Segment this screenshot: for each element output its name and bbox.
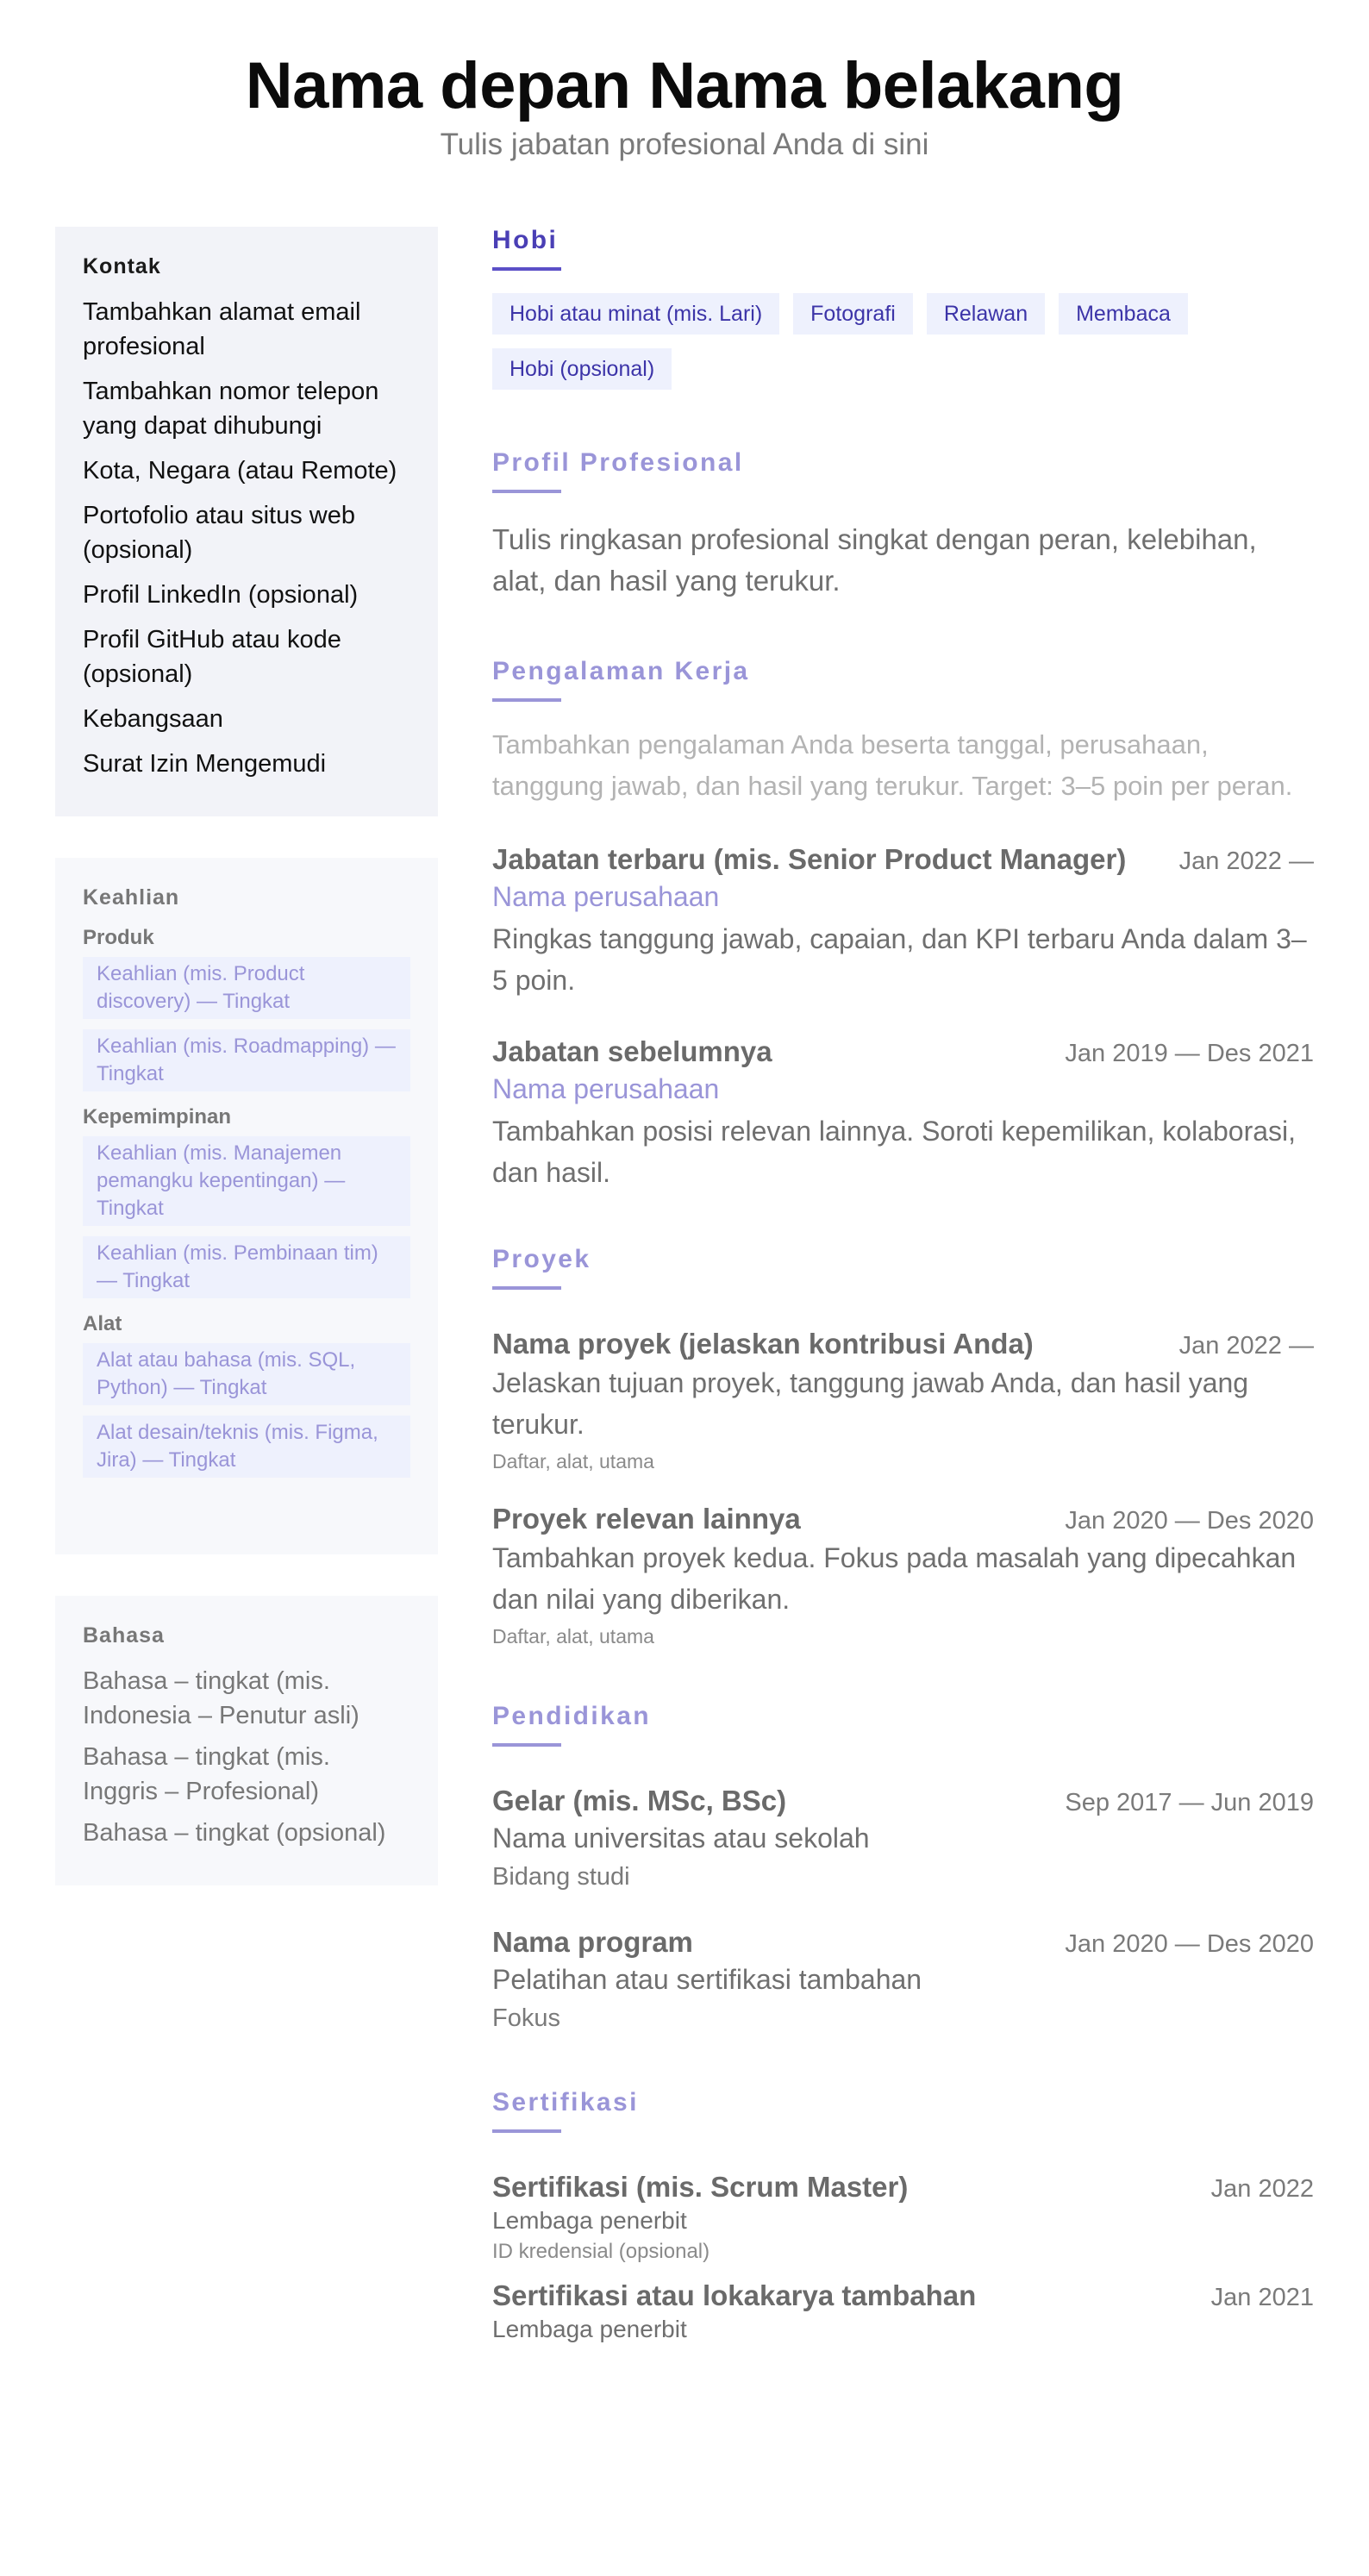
company-name: Nama perusahaan bbox=[492, 881, 720, 912]
field-of-study: Bidang studi bbox=[492, 1863, 630, 1891]
skill-chip: Keahlian (mis. Product discovery) — Tingkat bbox=[83, 957, 410, 1019]
project-name: Nama proyek (jelaskan kontribusi Anda) bbox=[492, 1328, 1034, 1360]
section-divider bbox=[492, 698, 561, 702]
education-date: Sep 2017 — Jun 2019 bbox=[1065, 1789, 1314, 1816]
skill-chip: Alat desain/teknis (mis. Figma, Jira) — Tingkat bbox=[83, 1416, 410, 1478]
sidebar bbox=[55, 227, 438, 1885]
job-date: Jan 2022 — bbox=[1178, 847, 1314, 875]
certifications-title: Sertifikasi bbox=[492, 2088, 639, 2116]
certification-entry bbox=[492, 2279, 1314, 2343]
project-description: Jelaskan tujuan proyek, tanggung jawab Anda, dan hasil yang terukur. bbox=[492, 1367, 1249, 1440]
skill-chip: Alat atau bahasa (mis. SQL, Python) — Tingkat bbox=[83, 1343, 410, 1405]
project-date: Jan 2022 — bbox=[1178, 1332, 1314, 1360]
job-role: Jabatan terbaru (mis. Senior Product Manager) bbox=[492, 843, 1127, 875]
languages-title: Bahasa bbox=[83, 1623, 165, 1648]
skill-chip: Keahlian (mis. Pembinaan tim) — Tingkat bbox=[83, 1236, 410, 1298]
hobbies-title: Hobi bbox=[492, 226, 559, 254]
job-date: Jan 2019 — Des 2021 bbox=[1065, 1040, 1314, 1067]
contact-location: Kota, Negara (atau Remote) bbox=[83, 457, 397, 485]
contact-github: Profil GitHub atau kode (opsional) bbox=[83, 626, 341, 688]
hobbies-section bbox=[492, 226, 1314, 403]
language-item: Bahasa – tingkat (mis. Inggris – Profesional) bbox=[83, 1743, 330, 1805]
main-content bbox=[492, 226, 1314, 2343]
hobby-chip: Membaca bbox=[1059, 293, 1188, 335]
languages-card bbox=[55, 1596, 438, 1885]
project-name: Proyek relevan lainnya bbox=[492, 1503, 801, 1535]
profile-summary: Tulis ringkasan profesional singkat dengan peran, kelebihan, alat, dan hasil yang terukur. bbox=[492, 523, 1257, 597]
skill-chip: Keahlian (mis. Manajemen pemangku kepentingan) — Tingkat bbox=[83, 1136, 410, 1226]
contact-title: Kontak bbox=[83, 254, 161, 278]
contact-phone: Tambahkan nomor telepon yang dapat dihubungi bbox=[83, 378, 379, 440]
language-item: Bahasa – tingkat (mis. Indonesia – Penutur asli) bbox=[83, 1667, 359, 1729]
company-name: Nama perusahaan bbox=[492, 1073, 720, 1104]
certification-entry bbox=[492, 2171, 1314, 2264]
experience-entry bbox=[492, 1035, 1314, 1193]
project-description: Tambahkan proyek kedua. Fokus pada masalah yang dipecahkan dan nilai yang diberikan. bbox=[492, 1542, 1297, 1615]
project-date: Jan 2020 — Des 2020 bbox=[1065, 1507, 1314, 1535]
contact-linkedin: Profil LinkedIn (opsional) bbox=[83, 581, 359, 609]
education-entry bbox=[492, 1926, 1314, 2033]
job-description: Ringkas tanggung jawab, capaian, dan KPI terbaru Anda dalam 3–5 poin. bbox=[492, 923, 1307, 996]
certifications-section bbox=[492, 2088, 1314, 2343]
education-entry bbox=[492, 1785, 1314, 1891]
field-of-study: Fokus bbox=[492, 2004, 560, 2032]
education-title: Pendidikan bbox=[492, 1702, 652, 1730]
skill-chip: Keahlian (mis. Roadmapping) — Tingkat bbox=[83, 1029, 410, 1091]
experience-title: Pengalaman Kerja bbox=[492, 657, 750, 685]
skill-group-product: Produk bbox=[83, 926, 154, 949]
certification-issuer: Lembaga penerbit bbox=[492, 2207, 687, 2234]
hobby-chip: Relawan bbox=[927, 293, 1045, 335]
section-divider bbox=[492, 1743, 561, 1747]
job-title: Tulis jabatan profesional Anda di sini bbox=[440, 128, 929, 161]
credential-id: ID kredensial (opsional) bbox=[492, 2240, 710, 2263]
hobby-chip: Hobi (opsional) bbox=[492, 348, 672, 390]
experience-intro: Tambahkan pengalaman Anda beserta tanggal, perusahaan, tanggung jawab, dan hasil yang terukur. Target: 3–5 poin per peran. bbox=[492, 729, 1293, 801]
contact-nationality: Kebangsaan bbox=[83, 705, 223, 733]
certification-date: Jan 2022 bbox=[1210, 2175, 1314, 2203]
degree-name: Nama program bbox=[492, 1926, 693, 1958]
skills-card bbox=[55, 858, 438, 1554]
experience-section bbox=[492, 657, 1314, 1193]
skill-group-leadership: Kepemimpinan bbox=[83, 1105, 232, 1129]
hobby-chip: Fotografi bbox=[793, 293, 913, 335]
contact-portfolio: Portofolio atau situs web (opsional) bbox=[83, 502, 355, 564]
contact-driving-license: Surat Izin Mengemudi bbox=[83, 750, 327, 778]
profile-section bbox=[492, 448, 1314, 602]
project-entry bbox=[492, 1328, 1314, 1473]
skill-group-tools: Alat bbox=[83, 1312, 122, 1335]
school-name: Nama universitas atau sekolah bbox=[492, 1823, 870, 1854]
skills-title: Keahlian bbox=[83, 885, 180, 910]
project-tags: Daftar, alat, utama bbox=[492, 1450, 654, 1472]
language-item: Bahasa – tingkat (opsional) bbox=[83, 1819, 386, 1847]
contact-card bbox=[55, 227, 438, 816]
certification-name: Sertifikasi (mis. Scrum Master) bbox=[492, 2171, 909, 2203]
section-divider bbox=[492, 267, 561, 271]
project-entry bbox=[492, 1503, 1314, 1648]
projects-title: Proyek bbox=[492, 1245, 591, 1273]
candidate-name: Nama depan Nama belakang bbox=[245, 49, 1124, 122]
project-tags: Daftar, alat, utama bbox=[492, 1625, 654, 1648]
profile-title: Profil Profesional bbox=[492, 448, 744, 477]
school-name: Pelatihan atau sertifikasi tambahan bbox=[492, 1964, 922, 1995]
section-divider bbox=[492, 2129, 561, 2133]
resume-header bbox=[0, 0, 1369, 162]
projects-section bbox=[492, 1245, 1314, 1648]
job-description: Tambahkan posisi relevan lainnya. Soroti kepemilikan, kolaborasi, dan hasil. bbox=[492, 1116, 1297, 1188]
section-divider bbox=[492, 1286, 561, 1290]
education-date: Jan 2020 — Des 2020 bbox=[1065, 1930, 1314, 1958]
experience-entry bbox=[492, 843, 1314, 1001]
hobby-chip: Hobi atau minat (mis. Lari) bbox=[492, 293, 779, 335]
hobby-list bbox=[492, 293, 1314, 403]
certification-date: Jan 2021 bbox=[1210, 2284, 1314, 2311]
section-divider bbox=[492, 490, 561, 493]
contact-email: Tambahkan alamat email profesional bbox=[83, 298, 361, 360]
education-section bbox=[492, 1702, 1314, 2033]
certification-name: Sertifikasi atau lokakarya tambahan bbox=[492, 2279, 977, 2311]
certification-issuer: Lembaga penerbit bbox=[492, 2316, 687, 2342]
degree-name: Gelar (mis. MSc, BSc) bbox=[492, 1785, 787, 1816]
job-role: Jabatan sebelumnya bbox=[492, 1035, 772, 1067]
